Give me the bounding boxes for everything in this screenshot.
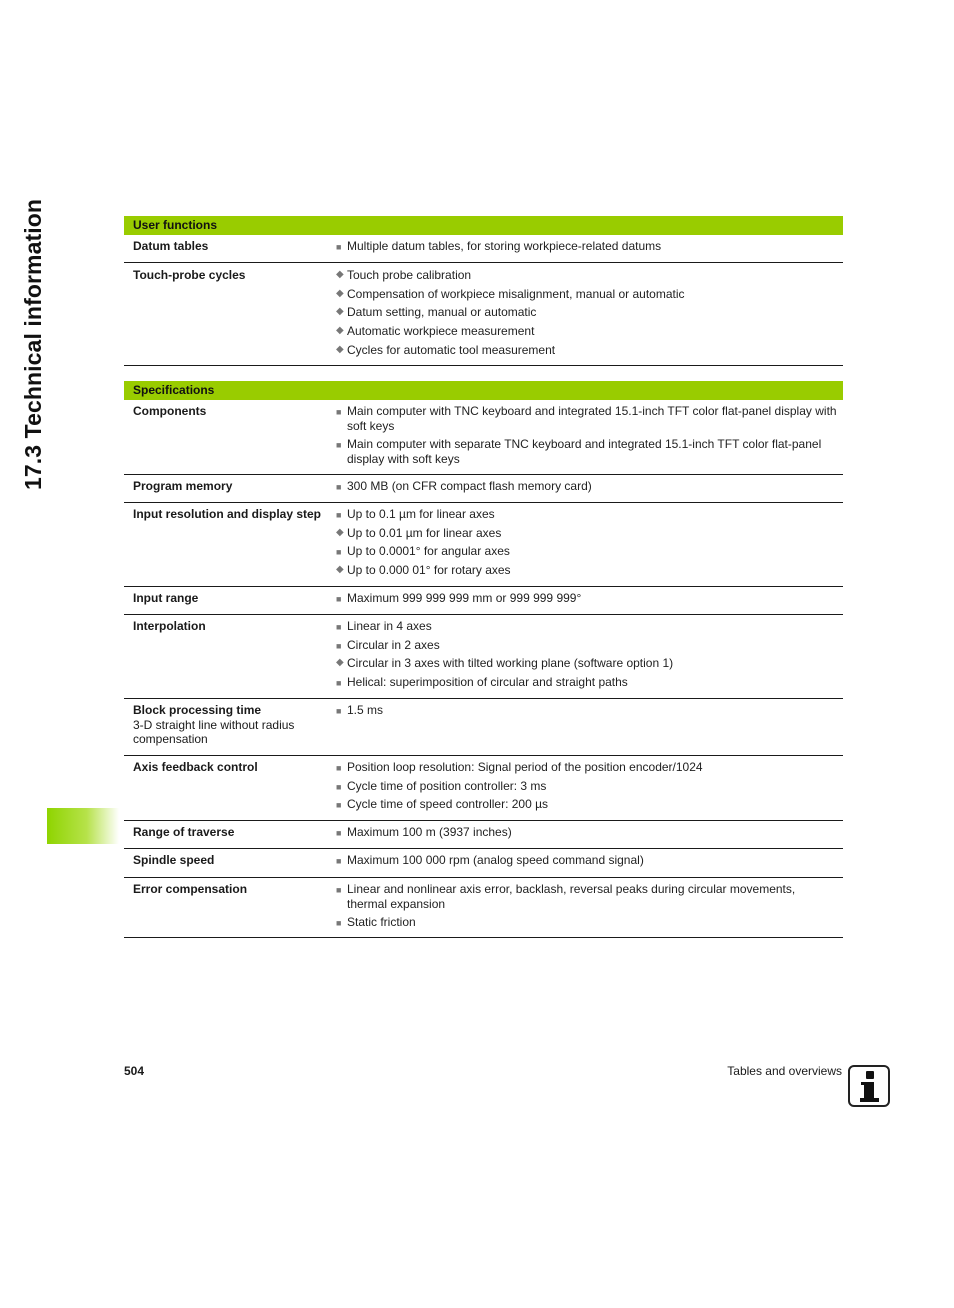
table-row-program-memory: [124, 475, 843, 503]
row-label: [133, 591, 323, 606]
square-bullet-icon: ■: [336, 918, 342, 928]
list-item-text: Helical: superimposition of circular and straight paths: [347, 675, 628, 689]
list-item: [336, 526, 837, 541]
row-label: [133, 619, 323, 634]
row-label-text: Spindle speed: [133, 853, 215, 867]
row-label: [133, 239, 323, 254]
table-row-touch-probe-cycles: [124, 263, 843, 366]
diamond-bullet-icon: ◆: [336, 325, 344, 336]
table-row-input-resolution-and-display-step: [124, 503, 843, 587]
square-bullet-icon: ■: [336, 782, 342, 792]
row-label-text: Touch-probe cycles: [133, 268, 246, 282]
list-item: [336, 239, 837, 254]
list-item-text: Circular in 2 axes: [347, 638, 440, 652]
table-row-error-compensation: [124, 878, 843, 938]
square-bullet-icon: ■: [336, 641, 342, 651]
diamond-bullet-icon: ◆: [336, 344, 344, 355]
list-item-text: Up to 0.0001° for angular axes: [347, 544, 510, 558]
list-item: [336, 675, 837, 690]
list-item-text: Linear and nonlinear axis error, backlash, reversal peaks during circular movements, thermal expansion: [347, 882, 796, 911]
list-item-text: Automatic workpiece measurement: [347, 324, 535, 338]
list-item: [336, 638, 837, 653]
row-label-text: Interpolation: [133, 619, 206, 633]
list-item-text: Datum setting, manual or automatic: [347, 305, 537, 319]
list-item-text: Maximum 999 999 999 mm or 999 999 999°: [347, 591, 582, 605]
list-item-text: Maximum 100 000 rpm (analog speed command signal): [347, 853, 644, 867]
row-label: [133, 882, 323, 897]
list-item: [336, 343, 837, 358]
square-bullet-icon: ■: [336, 763, 342, 773]
list-item-text: 1.5 ms: [347, 703, 384, 717]
list-item: [336, 779, 837, 794]
list-item-text: Maximum 100 m (3937 inches): [347, 825, 512, 839]
diamond-bullet-icon: ◆: [336, 306, 344, 317]
row-label-text: Input resolution and display step: [133, 507, 322, 521]
row-label-text: Axis feedback control: [133, 760, 258, 774]
row-sublabel-text: 3-D straight line without radius compensation: [133, 717, 295, 746]
list-item: [336, 404, 837, 433]
list-item: [336, 268, 837, 283]
square-bullet-icon: ■: [336, 828, 342, 838]
list-item-text: 300 MB (on CFR compact flash memory card): [347, 479, 592, 493]
square-bullet-icon: ■: [336, 678, 342, 688]
list-item-text: Up to 0.01 µm for linear axes: [347, 526, 502, 540]
list-item-text: Cycle time of speed controller: 200 µs: [347, 797, 549, 811]
square-bullet-icon: ■: [336, 622, 342, 632]
list-item-text: Circular in 3 axes with tilted working plane (software option 1): [347, 656, 674, 670]
square-bullet-icon: ■: [336, 510, 342, 520]
list-item-text: Up to 0.000 01° for rotary axes: [347, 563, 511, 577]
list-item-text: Cycles for automatic tool measurement: [347, 343, 556, 357]
list-item-text: Up to 0.1 µm for linear axes: [347, 507, 495, 521]
list-item: [336, 656, 837, 671]
list-item-text: Position loop resolution: Signal period of the position encoder/1024: [347, 760, 703, 774]
row-label: [133, 760, 323, 775]
list-item: [336, 915, 837, 930]
list-item: [336, 853, 837, 868]
list-item-text: Cycle time of position controller: 3 ms: [347, 779, 547, 793]
square-bullet-icon: ■: [336, 547, 342, 557]
square-bullet-icon: ■: [336, 242, 342, 252]
row-label: [133, 479, 323, 494]
list-item: [336, 563, 837, 578]
list-item: [336, 797, 837, 812]
row-label-text: Block processing time: [133, 703, 262, 717]
square-bullet-icon: ■: [336, 856, 342, 866]
row-label-text: Program memory: [133, 479, 233, 493]
list-item-text: Linear in 4 axes: [347, 619, 432, 633]
info-icon: [848, 1065, 890, 1107]
table-row-spindle-speed: [124, 849, 843, 878]
row-label: [133, 268, 323, 283]
list-item: [336, 437, 837, 466]
row-label-text: Datum tables: [133, 239, 209, 253]
list-item-text: Compensation of workpiece misalignment, manual or automatic: [347, 287, 685, 301]
square-bullet-icon: ■: [336, 407, 342, 417]
row-label: [133, 507, 323, 522]
table-row-components: [124, 400, 843, 475]
user-functions-header: User functions: [124, 216, 843, 235]
row-label-text: Range of traverse: [133, 825, 235, 839]
list-item: [336, 544, 837, 559]
square-bullet-icon: ■: [336, 440, 342, 450]
specifications-table: [124, 381, 843, 938]
square-bullet-icon: ■: [336, 800, 342, 810]
square-bullet-icon: ■: [336, 594, 342, 604]
square-bullet-icon: ■: [336, 885, 342, 895]
list-item-text: Main computer with separate TNC keyboard and integrated 15.1-inch TFT color flat-panel display with soft keys: [347, 437, 822, 466]
diamond-bullet-icon: ◆: [336, 564, 344, 575]
table-row-interpolation: [124, 615, 843, 699]
list-item-text: Static friction: [347, 915, 416, 929]
list-item: [336, 591, 837, 606]
list-item-text: Touch probe calibration: [347, 268, 472, 282]
table-row-axis-feedback-control: [124, 756, 843, 821]
row-label-text: Error compensation: [133, 882, 248, 896]
table-row-datum-tables: [124, 235, 843, 263]
diamond-bullet-icon: ◆: [336, 527, 344, 538]
list-item: [336, 324, 837, 339]
table-row-range-of-traverse: [124, 821, 843, 849]
list-item-text: Main computer with TNC keyboard and integrated 15.1-inch TFT color flat-panel display with soft keys: [347, 404, 837, 433]
list-item: [336, 305, 837, 320]
list-item-text: Multiple datum tables, for storing workpiece-related datums: [347, 239, 662, 253]
chapter-tab-marker: [47, 808, 119, 844]
table-row-block-processing-time: [124, 699, 843, 756]
row-label: [133, 703, 323, 747]
list-item: [336, 619, 837, 634]
page-number: 504: [124, 1064, 145, 1078]
diamond-bullet-icon: ◆: [336, 288, 344, 299]
row-label: [133, 853, 323, 868]
list-item: [336, 825, 837, 840]
chapter-footer: Tables and overviews: [727, 1064, 842, 1078]
specifications-header: Specifications: [124, 381, 843, 400]
square-bullet-icon: ■: [336, 482, 342, 492]
list-item: [336, 882, 837, 911]
user-functions-table: [124, 216, 843, 366]
side-chapter-title: 17.3 Technical information: [20, 198, 46, 490]
list-item: [336, 760, 837, 775]
square-bullet-icon: ■: [336, 706, 342, 716]
row-label: [133, 825, 323, 840]
diamond-bullet-icon: ◆: [336, 269, 344, 280]
table-row-input-range: [124, 587, 843, 615]
row-label: [133, 404, 323, 419]
list-item: [336, 479, 837, 494]
diamond-bullet-icon: ◆: [336, 657, 344, 668]
row-label-text: Components: [133, 404, 207, 418]
list-item: [336, 287, 837, 302]
list-item: [336, 507, 837, 522]
row-label-text: Input range: [133, 591, 199, 605]
list-item: [336, 703, 837, 718]
